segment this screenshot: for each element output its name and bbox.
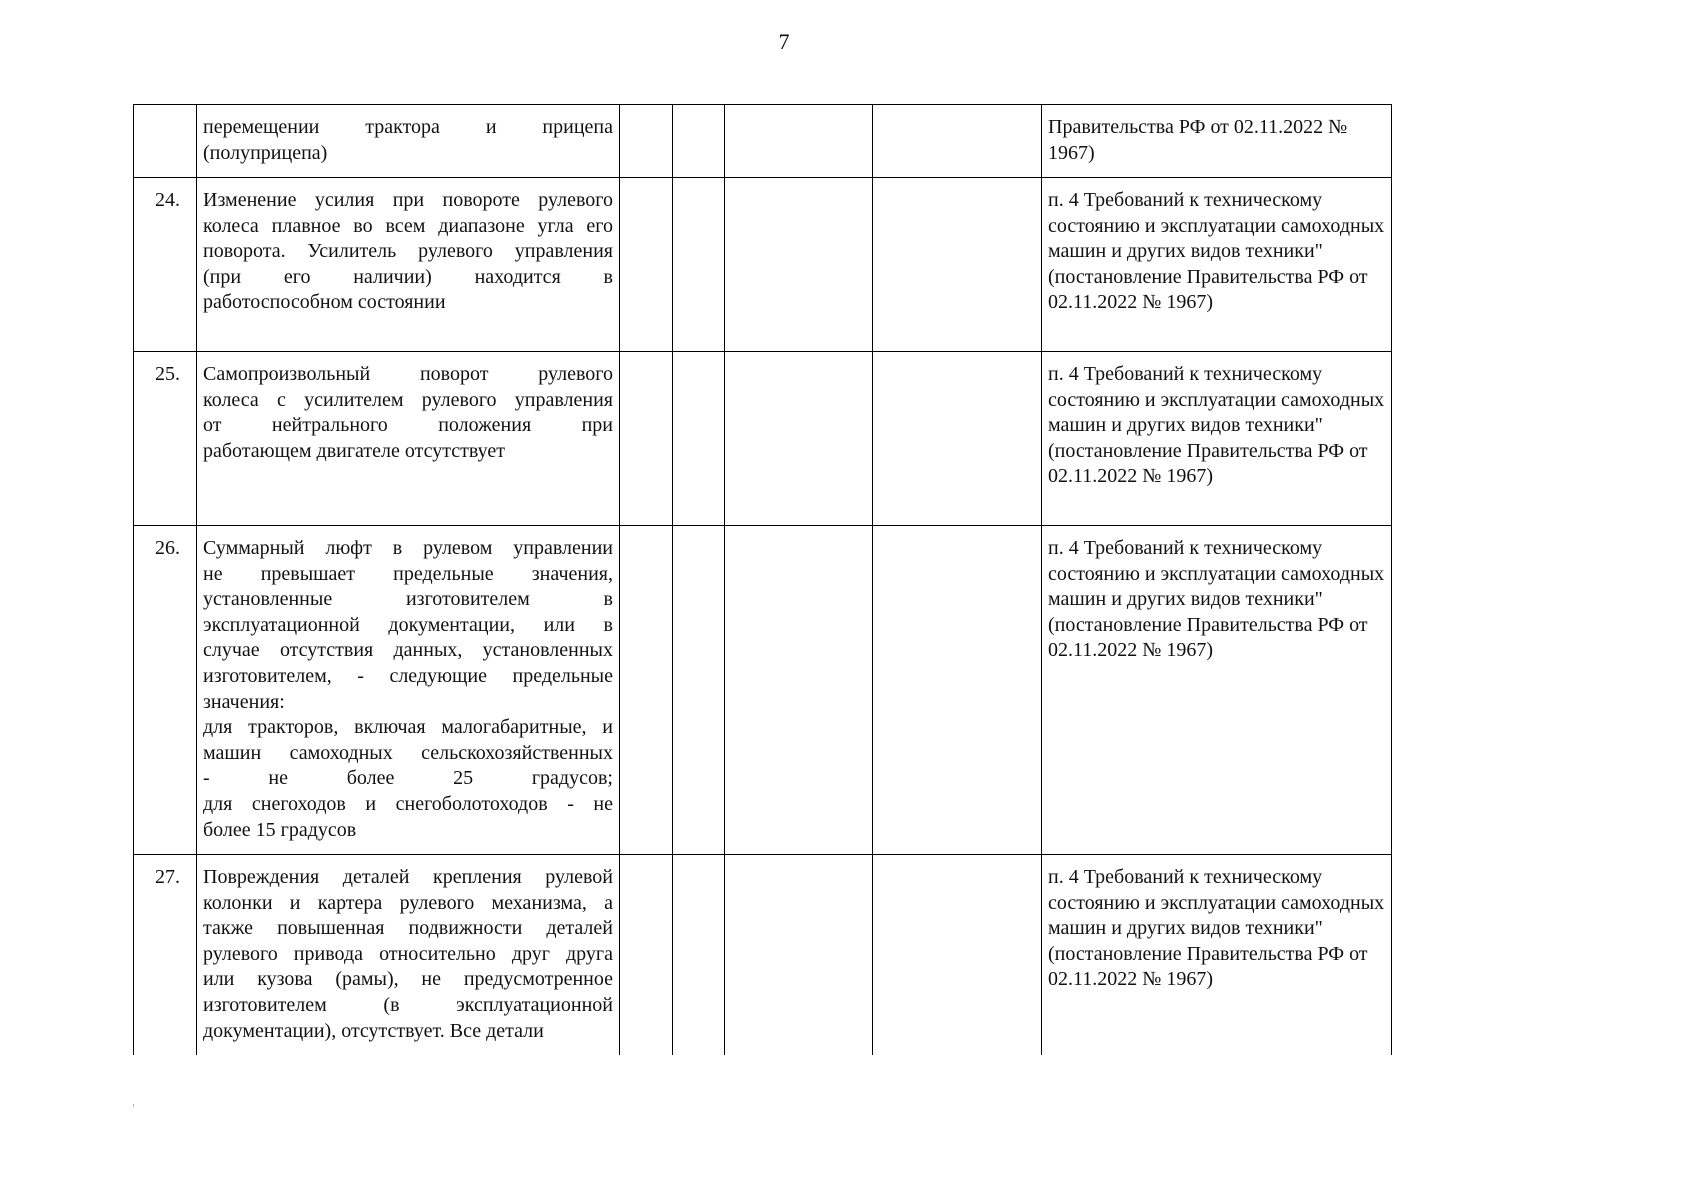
requirement-line: перемещении трактора и прицепа	[203, 116, 613, 138]
requirement-line: Самопроизвольный поворот рулевого	[203, 363, 613, 385]
requirement-line: колеса плавное во всем диапазоне угла его	[203, 214, 613, 237]
requirement-line: Повреждения деталей крепления рулевой	[203, 866, 613, 888]
legal-reference: п. 4 Требований к техническому состоянию и эксплуатации самоходных машин и других видов техники" (постановление Правительства РФ от 02.11.2022 № 1967)	[1042, 178, 1392, 352]
empty-cell	[873, 352, 1042, 526]
row-number: 24.	[134, 178, 197, 352]
empty-cell	[673, 855, 725, 1055]
table-row	[134, 352, 1392, 526]
requirement-line: также повышенная подвижности деталей	[203, 917, 613, 940]
requirement-text	[197, 855, 620, 1055]
requirement-line: изготовителем, - следующие предельные	[203, 664, 613, 687]
empty-cell	[620, 526, 673, 855]
empty-cell	[725, 105, 873, 178]
empty-cell	[873, 105, 1042, 178]
requirement-line: установленные изготовителем в	[203, 588, 613, 611]
requirement-line: колеса с усилителем рулевого управления	[203, 388, 613, 411]
table-row	[134, 855, 1392, 1055]
row-number: 27.	[134, 855, 197, 1055]
requirement-line: Изменение усилия при повороте рулевого	[203, 189, 613, 211]
requirement-text	[197, 352, 620, 526]
requirement-line: (при его наличии) находится в	[203, 265, 613, 288]
legal-reference: п. 4 Требований к техническому состоянию и эксплуатации самоходных машин и других видов техники" (постановление Правительства РФ от 02.11.2022 № 1967)	[1042, 352, 1392, 526]
empty-cell	[873, 526, 1042, 855]
requirement-line: документации), отсутствует. Все детали	[203, 1019, 544, 1042]
requirements-table	[133, 104, 1392, 1055]
legal-reference: п. 4 Требований к техническому состоянию и эксплуатации самоходных машин и других видов техники" (постановление Правительства РФ от 02.11.2022 № 1967)	[1042, 855, 1392, 1055]
requirement-line: машин самоходных сельскохозяйственных	[203, 741, 613, 764]
empty-cell	[873, 178, 1042, 352]
page-number: 7	[778, 29, 790, 54]
requirement-line: - не более 25 градусов;	[203, 767, 613, 790]
requirement-line: поворота. Усилитель рулевого управления	[203, 240, 613, 263]
empty-cell	[620, 105, 673, 178]
empty-cell	[725, 526, 873, 855]
requirement-text	[197, 105, 620, 178]
requirement-line: или кузова (рамы), не предусмотренное	[203, 968, 613, 991]
requirement-line: колонки и картера рулевого механизма, а	[203, 891, 613, 914]
requirement-line: от нейтрального положения при	[203, 414, 613, 437]
requirement-line: изготовителем (в эксплуатационной	[203, 993, 613, 1016]
requirement-line: Суммарный люфт в рулевом управлении	[203, 537, 613, 559]
requirement-text	[197, 178, 620, 352]
requirement-line: (полуприцепа)	[203, 141, 328, 164]
requirement-line: рулевого привода относительно друг друга	[203, 942, 613, 965]
requirement-line: более 15 градусов	[203, 818, 357, 841]
requirement-text	[197, 526, 620, 855]
requirement-line: работающем двигателе отсутствует	[203, 439, 505, 462]
empty-cell	[673, 526, 725, 855]
row-number: 26.	[134, 526, 197, 855]
empty-cell	[673, 178, 725, 352]
requirement-line: значения:	[203, 690, 285, 713]
empty-cell	[725, 352, 873, 526]
empty-cell	[673, 352, 725, 526]
row-number	[134, 105, 197, 178]
empty-cell	[725, 855, 873, 1055]
table-row	[134, 105, 1392, 178]
empty-cell	[673, 105, 725, 178]
table-row	[134, 178, 1392, 352]
requirement-line: для тракторов, включая малогабаритные, и	[203, 716, 613, 739]
legal-reference: Правительства РФ от 02.11.2022 № 1967)	[1042, 105, 1392, 178]
empty-cell	[620, 855, 673, 1055]
empty-cell	[873, 855, 1042, 1055]
scan-artifact	[133, 1104, 134, 1107]
table-row	[134, 526, 1392, 855]
legal-reference: п. 4 Требований к техническому состоянию и эксплуатации самоходных машин и других видов техники" (постановление Правительства РФ от 02.11.2022 № 1967)	[1042, 526, 1392, 855]
requirement-line: не превышает предельные значения,	[203, 562, 613, 585]
requirement-line: работоспособном состоянии	[203, 291, 446, 314]
row-number: 25.	[134, 352, 197, 526]
requirement-line: для снегоходов и снегоболотоходов - не	[203, 792, 613, 815]
empty-cell	[620, 178, 673, 352]
empty-cell	[620, 352, 673, 526]
requirement-line: случае отсутствия данных, установленных	[203, 639, 613, 662]
empty-cell	[725, 178, 873, 352]
requirement-line: эксплуатационной документации, или в	[203, 613, 613, 636]
